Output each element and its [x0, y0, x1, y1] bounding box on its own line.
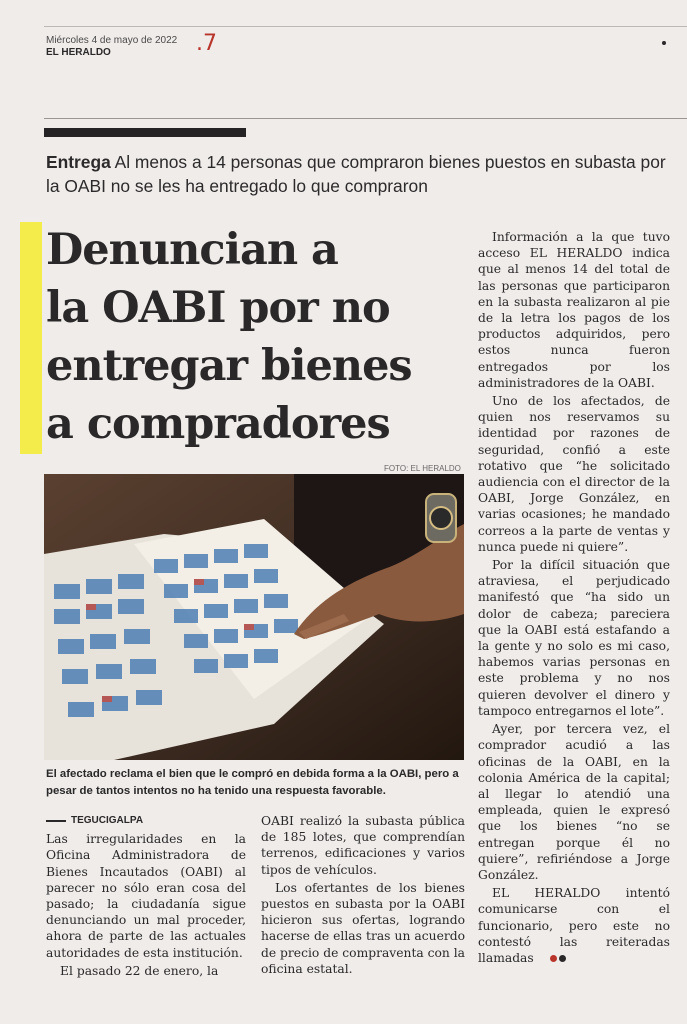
top-rule [44, 26, 687, 27]
article-column-1 [46, 813, 246, 981]
photo-credit: FOTO: EL HERALDO [384, 464, 461, 473]
newspaper-name: EL HERALDO [46, 47, 111, 58]
headline [46, 221, 476, 453]
paragraph: OABI realizó la subasta pública de 185 lotes, que comprendían terrenos, edificaciones y varios tipos de vehículos. [261, 814, 465, 877]
paragraph: Ayer, por tercera vez, el comprador acudió a las oficinas de la OABI, en la colonia América de la capital; al llegar lo atendió una empleada, quien le expresó que los bienes “no se entregan porque él no quiere”, refiriéndose a Jorge González. [478, 722, 670, 882]
headline-line-4: a compradores [46, 399, 390, 449]
photo-illustration [44, 474, 464, 760]
corner-dot [662, 41, 666, 45]
paragraph-last [478, 885, 670, 966]
highlighter-mark [20, 222, 42, 454]
kicker [46, 150, 681, 198]
paragraph-text: EL HERALDO intentó comunicarse con el funcionario, pero este no contestó las reiteradas llamadas [478, 886, 670, 965]
headline-line-2: la OABI por no [46, 283, 390, 333]
paragraph: Información a la que tuvo acceso EL HERALDO indica que al menos 14 del total de las personas que participaron en la subasta realizaron al pie de la letra los pagos de los productos adquiridos, pero estos nunca fueron entregados por los administradores de la OABI. [478, 230, 670, 390]
page-number: .7 [196, 31, 217, 56]
paragraph: Por la difícil situación que atraviesa, el perjudicado manifestó que “ha sido un dolor de cabeza; pareciera que la OABI está estafando a la gente y no solo es mi caso, habemos varias personas en este problema y no nos quieren devolver el dinero y tampoco entregarnos el lote”. [478, 558, 670, 718]
paragraph: Uno de los afectados, de quien nos reservamos su identidad por razones de seguridad, confió a este rotativo que “he solicitado audiencia con el director de la OABI, Jorge González, en varias ocasiones; he mandado correos a la parte de ventas y nunca puede ni quiere”. [478, 394, 670, 554]
article-photo [44, 474, 464, 760]
section-rule [44, 118, 687, 119]
paragraph: Los ofertantes de los bienes puestos en subasta por la OABI hicieron sus ofertas, logrando hacerse de ellas tras un acuerdo de precio de compraventa con la oficina estatal. [261, 880, 466, 976]
article-column-3 [478, 229, 670, 968]
kicker-text: Al menos a 14 personas que compraron bienes puestos en subasta por la OABI no se les ha entregado lo que compraron [46, 152, 666, 196]
paragraph: Las irregularidades en la Oficina Administradora de Bienes Incautados (OABI) al parecer no sólo eran cosa del pasado; la ciudadanía sigue denunciando un mal proceder, ahora de parte de las actuales autoridades de esta institución. [46, 832, 246, 960]
headline-line-3: entregar bienes [46, 341, 412, 391]
dateline [46, 813, 246, 829]
paragraph: El pasado 22 de enero, la [60, 963, 219, 978]
end-mark-icon [534, 950, 566, 966]
headline-line-1: Denuncian a [46, 225, 338, 275]
dateline-rule [46, 820, 66, 822]
dateline-text: TEGUCIGALPA [71, 815, 144, 826]
section-bar [44, 128, 246, 137]
article-column-2 [261, 813, 465, 979]
issue-date: Miércoles 4 de mayo de 2022 [46, 35, 178, 46]
photo-caption: El afectado reclama el bien que le compró en debida forma a la OABI, pero a pesar de tantos intentos no ha tenido una respuesta favorable. [46, 768, 459, 797]
kicker-label: Entrega [46, 152, 111, 172]
